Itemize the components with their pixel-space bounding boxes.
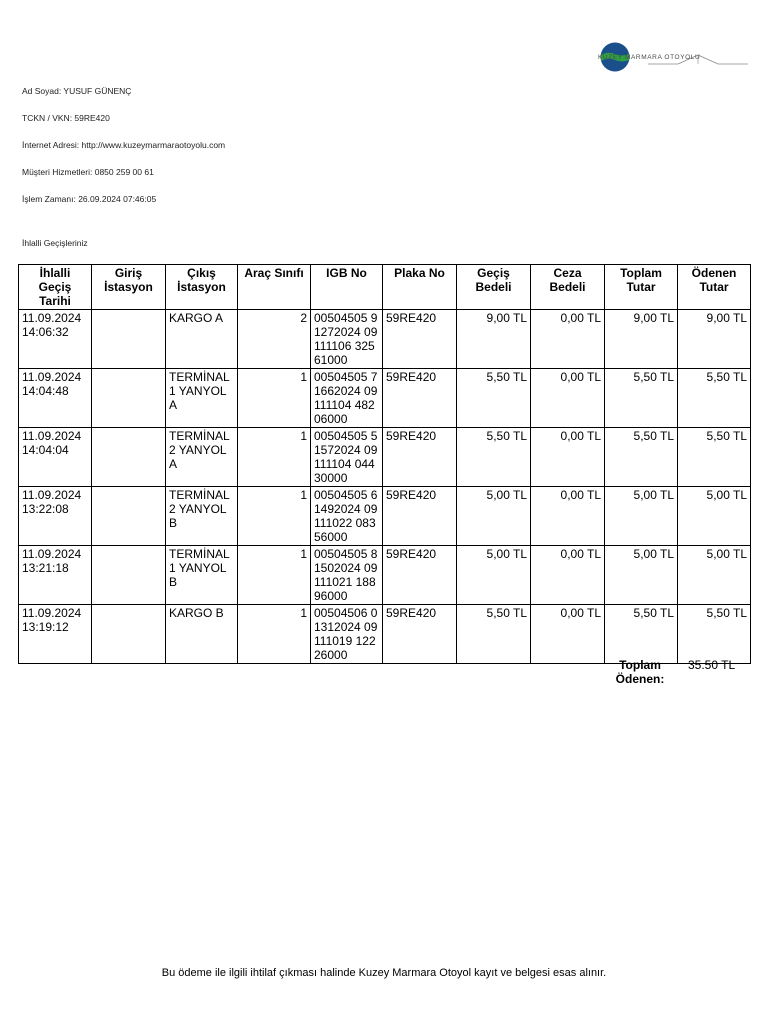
header-penalty: Ceza Bedeli bbox=[531, 265, 605, 310]
cell-date: 11.09.2024 13:19:12 bbox=[19, 605, 92, 664]
cell-penalty: 0,00 TL bbox=[531, 310, 605, 369]
cell-exit: TERMİNAL 2 YANYOL A bbox=[166, 428, 238, 487]
cell-entry bbox=[92, 546, 166, 605]
cell-plate: 59RE420 bbox=[383, 605, 457, 664]
cell-igb: 00504505 81502024 09111021 18896000 bbox=[311, 546, 383, 605]
cell-date: 11.09.2024 13:21:18 bbox=[19, 546, 92, 605]
cell-igb: 00504506 01312024 09111019 12226000 bbox=[311, 605, 383, 664]
cell-class: 2 bbox=[238, 310, 311, 369]
cell-penalty: 0,00 TL bbox=[531, 369, 605, 428]
cell-date: 11.09.2024 14:06:32 bbox=[19, 310, 92, 369]
cell-exit: TERMİNAL 1 YANYOL B bbox=[166, 546, 238, 605]
cell-total: 5,00 TL bbox=[605, 487, 678, 546]
header-date: İhlalli Geçiş Tarihi bbox=[19, 265, 92, 310]
cell-entry bbox=[92, 369, 166, 428]
cell-paid: 5,00 TL bbox=[678, 546, 751, 605]
cell-plate: 59RE420 bbox=[383, 487, 457, 546]
table-header-row bbox=[19, 265, 751, 310]
total-paid-label: Toplam Ödenen: bbox=[615, 658, 665, 686]
cell-entry bbox=[92, 310, 166, 369]
cell-paid: 5,50 TL bbox=[678, 369, 751, 428]
cell-penalty: 0,00 TL bbox=[531, 487, 605, 546]
cell-exit: KARGO A bbox=[166, 310, 238, 369]
cell-plate: 59RE420 bbox=[383, 369, 457, 428]
cell-plate: 59RE420 bbox=[383, 310, 457, 369]
cell-fee: 9,00 TL bbox=[457, 310, 531, 369]
cell-penalty: 0,00 TL bbox=[531, 428, 605, 487]
logo-wordmark: KUZEY MARMARA OTOYOLU bbox=[598, 54, 701, 61]
cell-total: 5,50 TL bbox=[605, 369, 678, 428]
total-paid-value: 35.50 TL bbox=[688, 658, 736, 672]
cell-paid: 5,00 TL bbox=[678, 487, 751, 546]
cell-penalty: 0,00 TL bbox=[531, 605, 605, 664]
header-fee: Geçiş Bedeli bbox=[457, 265, 531, 310]
customer-name: Ad Soyad: YUSUF GÜNENÇ bbox=[22, 86, 132, 96]
cell-date: 11.09.2024 13:22:08 bbox=[19, 487, 92, 546]
cell-fee: 5,00 TL bbox=[457, 546, 531, 605]
table-row bbox=[19, 310, 751, 369]
footer-disclaimer: Bu ödeme ile ilgili ihtilaf çıkması halinde Kuzey Marmara Otoyol kayıt ve belgesi esas alınır. bbox=[161, 967, 607, 979]
table-row bbox=[19, 369, 751, 428]
cell-fee: 5,00 TL bbox=[457, 487, 531, 546]
cell-class: 1 bbox=[238, 487, 311, 546]
cell-total: 5,50 TL bbox=[605, 428, 678, 487]
cell-total: 5,50 TL bbox=[605, 605, 678, 664]
cell-date: 11.09.2024 14:04:48 bbox=[19, 369, 92, 428]
violations-table bbox=[18, 264, 751, 664]
cell-paid: 5,50 TL bbox=[678, 605, 751, 664]
website-line: İnternet Adresi: http://www.kuzeymarmaraotoyolu.com bbox=[22, 140, 226, 150]
cell-paid: 5,50 TL bbox=[678, 428, 751, 487]
cell-igb: 00504505 91272024 09111106 32561000 bbox=[311, 310, 383, 369]
header-exit: Çıkış İstasyon bbox=[166, 265, 238, 310]
company-logo bbox=[598, 40, 748, 74]
header-entry: Giriş İstasyon bbox=[92, 265, 166, 310]
cell-fee: 5,50 TL bbox=[457, 605, 531, 664]
cell-exit: KARGO B bbox=[166, 605, 238, 664]
cell-fee: 5,50 TL bbox=[457, 369, 531, 428]
header-plate: Plaka No bbox=[383, 265, 457, 310]
header-paid: Ödenen Tutar bbox=[678, 265, 751, 310]
cell-entry bbox=[92, 487, 166, 546]
transaction-time: İşlem Zamanı: 26.09.2024 07:46:05 bbox=[22, 194, 157, 204]
cell-igb: 00504505 51572024 09111104 04430000 bbox=[311, 428, 383, 487]
cell-total: 9,00 TL bbox=[605, 310, 678, 369]
cell-class: 1 bbox=[238, 369, 311, 428]
section-title: İhlalli Geçişleriniz bbox=[22, 238, 88, 248]
cell-total: 5,00 TL bbox=[605, 546, 678, 605]
header-total: Toplam Tutar bbox=[605, 265, 678, 310]
cell-penalty: 0,00 TL bbox=[531, 546, 605, 605]
cell-exit: TERMİNAL 1 YANYOL A bbox=[166, 369, 238, 428]
cell-date: 11.09.2024 14:04:04 bbox=[19, 428, 92, 487]
cell-class: 1 bbox=[238, 428, 311, 487]
table-row bbox=[19, 487, 751, 546]
cell-plate: 59RE420 bbox=[383, 428, 457, 487]
cell-class: 1 bbox=[238, 605, 311, 664]
cell-igb: 00504505 71662024 09111104 48206000 bbox=[311, 369, 383, 428]
cell-exit: TERMİNAL 2 YANYOL B bbox=[166, 487, 238, 546]
table-row bbox=[19, 428, 751, 487]
table-row bbox=[19, 546, 751, 605]
cell-igb: 00504505 61492024 09111022 08356000 bbox=[311, 487, 383, 546]
customer-service-line: Müşteri Hizmetleri: 0850 259 00 61 bbox=[22, 167, 154, 177]
header-class: Araç Sınıfı bbox=[238, 265, 311, 310]
cell-entry bbox=[92, 428, 166, 487]
cell-entry bbox=[92, 605, 166, 664]
header-igb: IGB No bbox=[311, 265, 383, 310]
customer-tckn: TCKN / VKN: 59RE420 bbox=[22, 113, 110, 123]
cell-plate: 59RE420 bbox=[383, 546, 457, 605]
cell-paid: 9,00 TL bbox=[678, 310, 751, 369]
cell-class: 1 bbox=[238, 546, 311, 605]
table-row bbox=[19, 605, 751, 664]
cell-fee: 5,50 TL bbox=[457, 428, 531, 487]
